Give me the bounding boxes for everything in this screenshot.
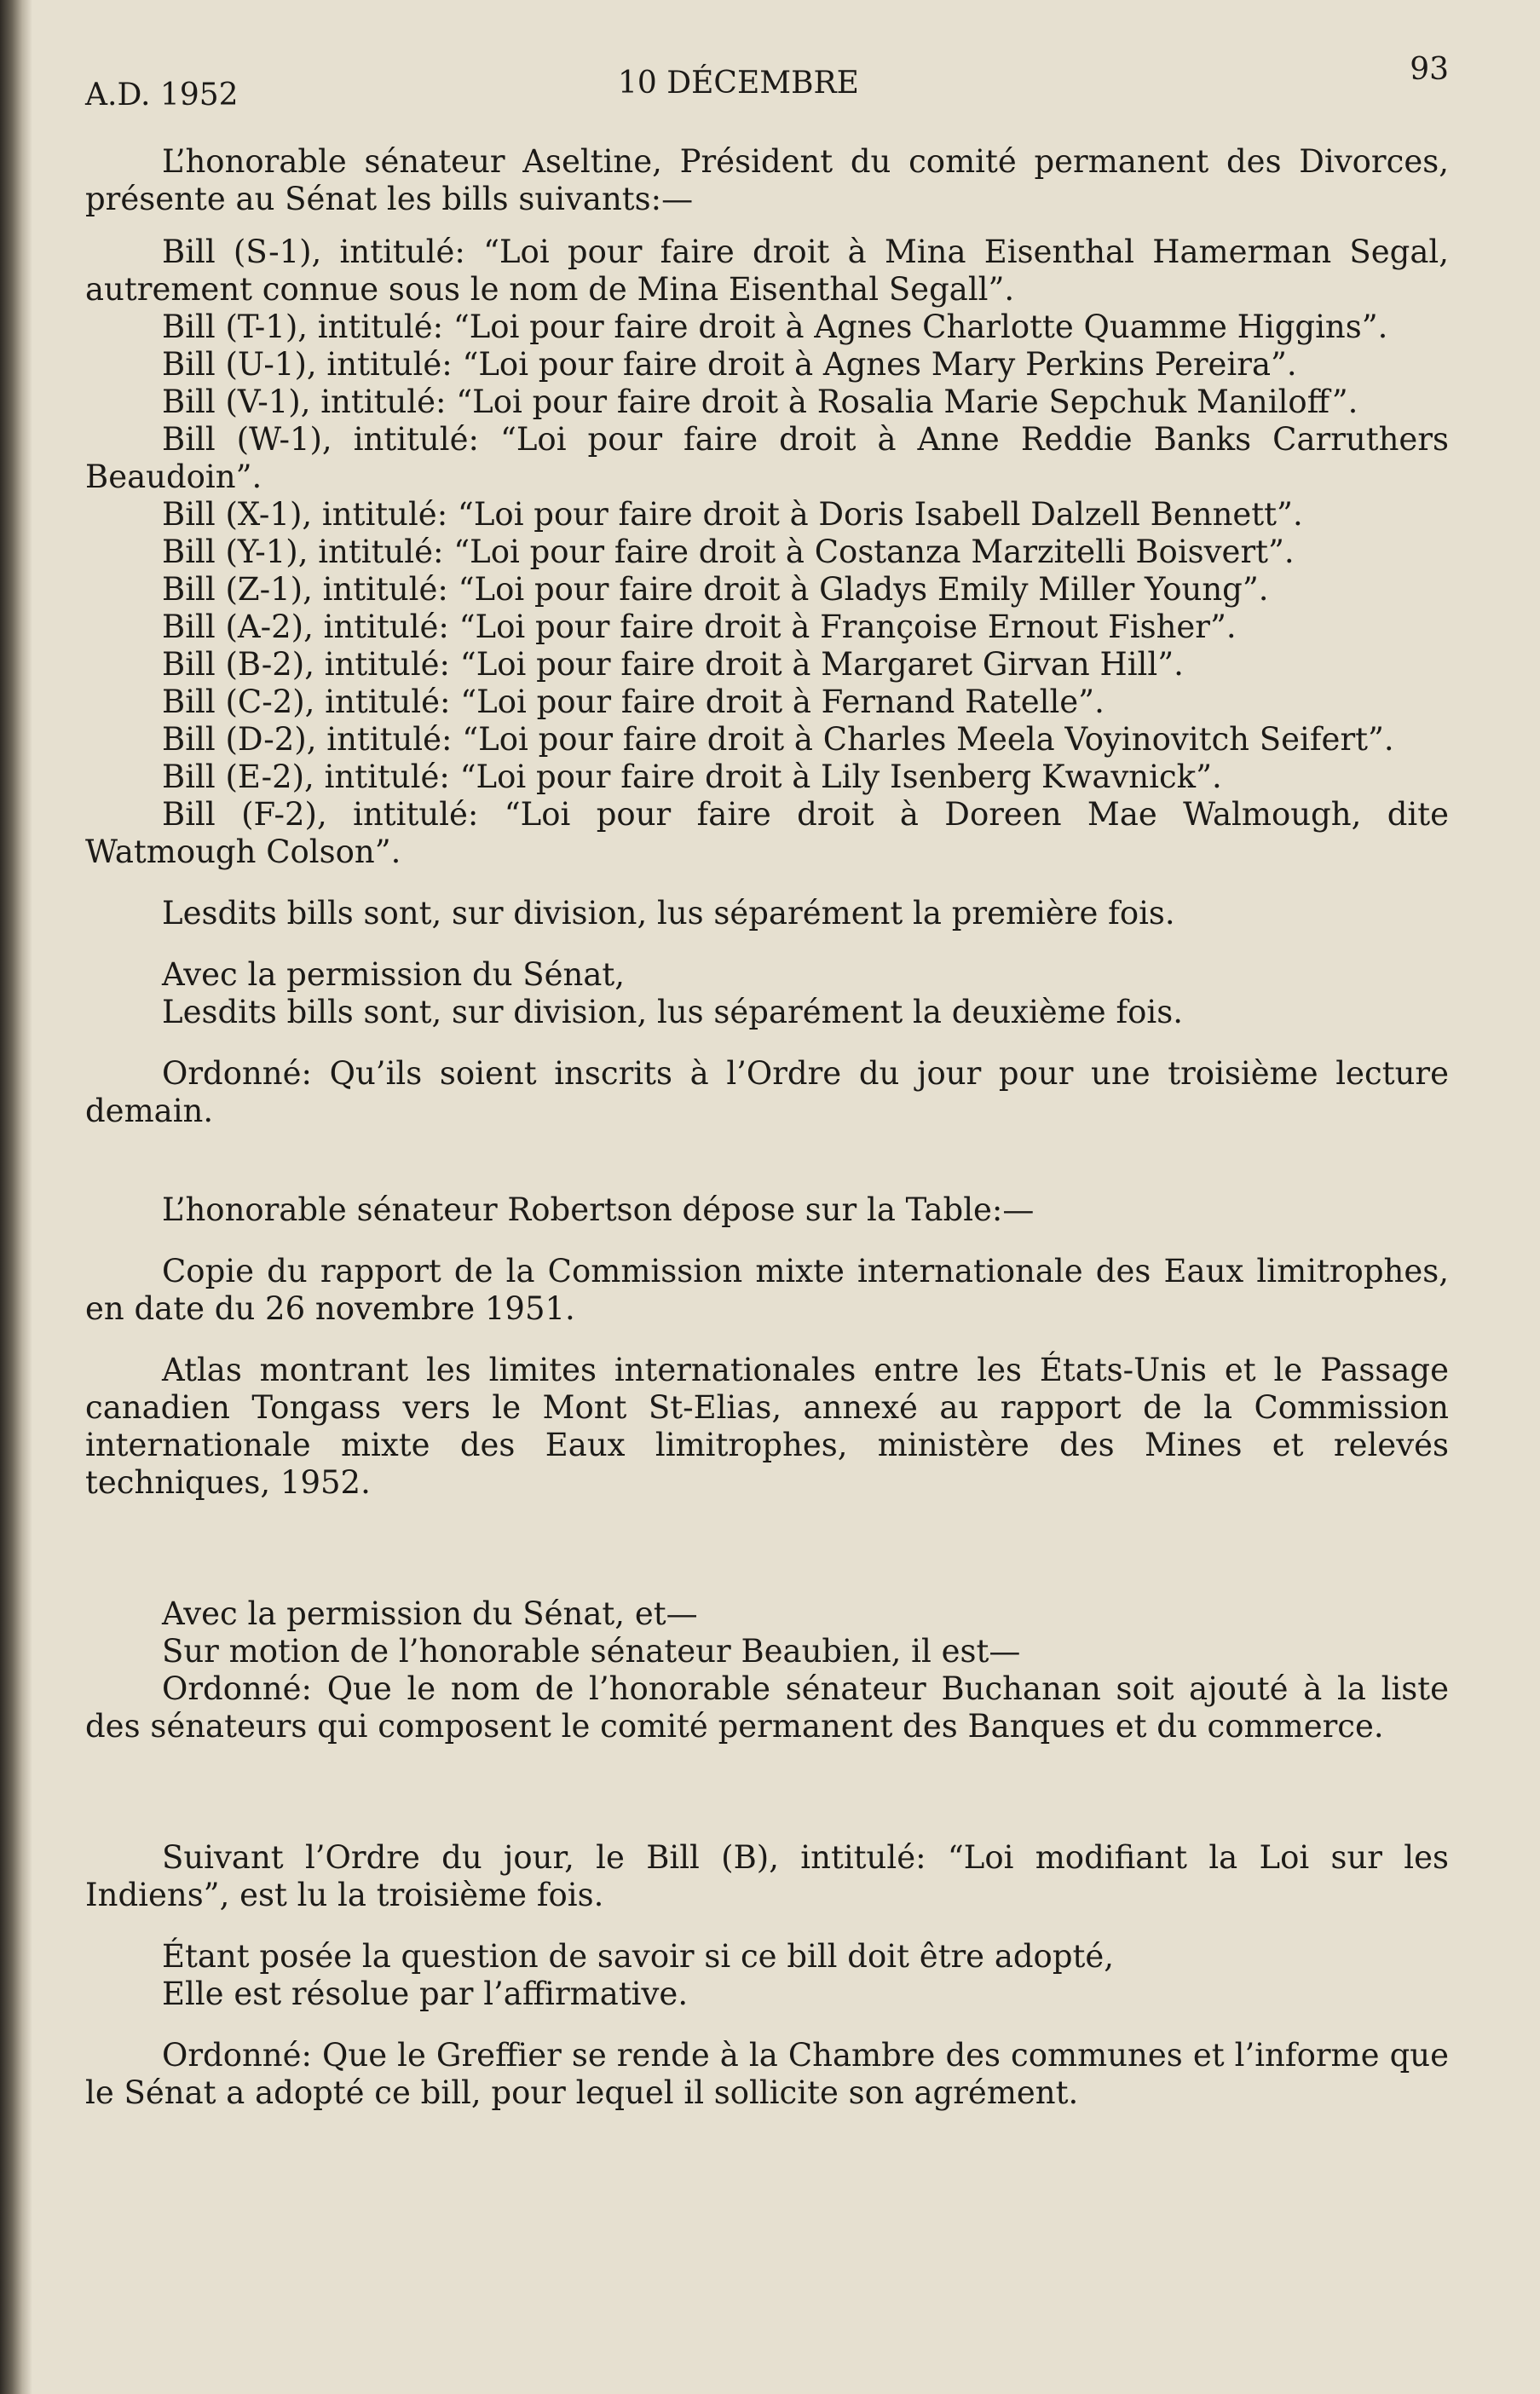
bill-item: Bill (Z-1), intitulé: “Loi pour faire droit à Gladys Emily Miller Young”. [162,571,1269,608]
second-reading: Lesdits bills sont, sur division, lus séparément la deuxième fois. [162,994,1184,1030]
bill-item: Bill (T-1), intitulé: “Loi pour faire droit à Agnes Charlotte Quamme Higgins”. [162,309,1388,345]
bill-item: Bill (F-2), intitulé: “Loi pour faire droit à Doreen Mae Walmough, dite Watmough Colson”. [85,796,1449,870]
book-spine-shadow [0,0,32,2394]
bill-item: Bill (A-2), intitulé: “Loi pour faire droit à Françoise Ernout Fisher”. [162,609,1237,645]
header-year: A.D. 1952 [85,78,239,112]
clerk-order: Ordonné: Que le Greffier se rende à la Chambre des communes et l’informe que le Sénat a adopté ce bill, pour lequel il sollicite son agrément. [85,2037,1449,2111]
tabled-atlas: Atlas montrant les limites internationales entre les États-Unis et le Passage canadien Tongass vers le Mont St-Elias, annexé au rapport de la Commission internationale mixte des Eaux limitrophes, ministère des Mines et relevés techniques, 1952. [85,1352,1449,1501]
page-number: 93 [1410,52,1449,87]
robertson-intro: L’honorable sénateur Robertson dépose sur la Table:— [162,1191,1035,1228]
bill-item: Bill (C-2), intitulé: “Loi pour faire droit à Fernand Ratelle”. [162,684,1105,720]
page-header [85,51,1449,119]
bill-item: Bill (Y-1), intitulé: “Loi pour faire droit à Costanza Marzitelli Boisvert”. [162,534,1295,570]
bill-item: Bill (V-1), intitulé: “Loi pour faire droit à Rosalia Marie Sepchuk Maniloff”. [162,384,1358,420]
buchanan-order: Ordonné: Que le nom de l’honorable sénateur Buchanan soit ajouté à la liste des sénateurs qui composent le comité permanent des Banques et du commerce. [85,1670,1449,1745]
header-date: 10 DÉCEMBRE [618,66,859,101]
bill-item: Bill (S-1), intitulé: “Loi pour faire droit à Mina Eisenthal Hamerman Segal, autrement connue sous le nom de Mina Eisenthal Segall”. [85,234,1449,308]
tabled-report: Copie du rapport de la Commission mixte internationale des Eaux limitrophes, en date du 26 novembre 1951. [85,1253,1449,1327]
bill-item: Bill (X-1), intitulé: “Loi pour faire droit à Doris Isabell Dalzell Bennett”. [162,496,1303,533]
permission-and: Avec la permission du Sénat, et— [162,1595,698,1632]
first-reading: Lesdits bills sont, sur division, lus séparément la première fois. [162,895,1175,932]
order-third-reading: Ordonné: Qu’ils soient inscrits à l’Ordre du jour pour une troisième lecture demain. [85,1055,1449,1129]
aseltine-intro: L’honorable sénateur Aseltine, Président du comité permanent des Divorces, présente au Sénat les bills suivants:— [85,143,1449,217]
question-put: Étant posée la question de savoir si ce bill doit être adopté, [162,1938,1115,1975]
bill-item: Bill (W-1), intitulé: “Loi pour faire droit à Anne Reddie Banks Carruthers Beaudoin”. [85,421,1449,495]
bill-item: Bill (B-2), intitulé: “Loi pour faire droit à Margaret Girvan Hill”. [162,646,1184,683]
beaubien-motion: Sur motion de l’honorable sénateur Beaubien, il est— [162,1633,1021,1670]
bill-item: Bill (E-2), intitulé: “Loi pour faire droit à Lily Isenberg Kwavnick”. [162,759,1222,795]
bill-item: Bill (D-2), intitulé: “Loi pour faire droit à Charles Meela Voyinovitch Seifert”. [162,721,1394,758]
document-page [85,51,1449,2112]
bill-list [85,234,1449,871]
bill-item: Bill (U-1), intitulé: “Loi pour faire droit à Agnes Mary Perkins Pereira”. [162,346,1297,383]
bill-b-third-reading: Suivant l’Ordre du jour, le Bill (B), intitulé: “Loi modifiant la Loi sur les Indiens”, est lu la troisième fois. [85,1839,1449,1913]
resolved-affirmative: Elle est résolue par l’affirmative. [162,1976,689,2012]
permission-line: Avec la permission du Sénat, [162,956,626,993]
